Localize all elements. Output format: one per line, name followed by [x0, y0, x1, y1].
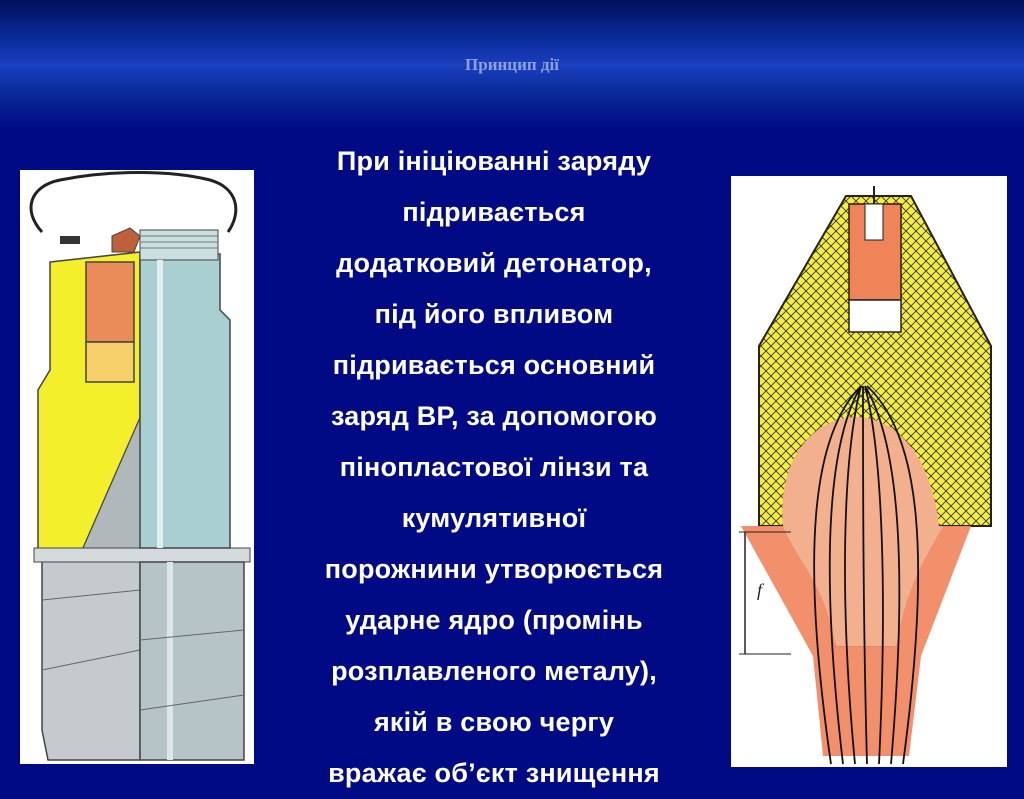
text-line: кумулятивної	[401, 503, 587, 533]
text-line: підривається основний	[332, 350, 656, 380]
text-line: вражає об’єкт знищення	[328, 758, 660, 788]
text-line: якій в свою чергу	[373, 707, 615, 737]
shaped-charge-diagram	[731, 176, 1007, 767]
text-line: підривається	[402, 197, 586, 227]
text-line: При ініціюванні заряду	[336, 146, 652, 176]
text-line: під його впливом	[374, 299, 614, 329]
text-line: заряд ВР, за допомогою	[330, 401, 657, 431]
text-line: порожнини утворюється	[324, 554, 664, 584]
slide-title: Принцип дії	[465, 55, 559, 74]
text-line: додатковий детонатор,	[336, 248, 652, 278]
text-line: ударне ядро (промінь	[345, 605, 643, 635]
mine-cutaway-illustration	[20, 170, 254, 764]
dimension-label: f	[757, 580, 763, 600]
text-line: розплавленого металу),	[331, 656, 657, 686]
description-text	[278, 136, 710, 799]
text-line: пінопластової лінзи та	[339, 452, 649, 482]
